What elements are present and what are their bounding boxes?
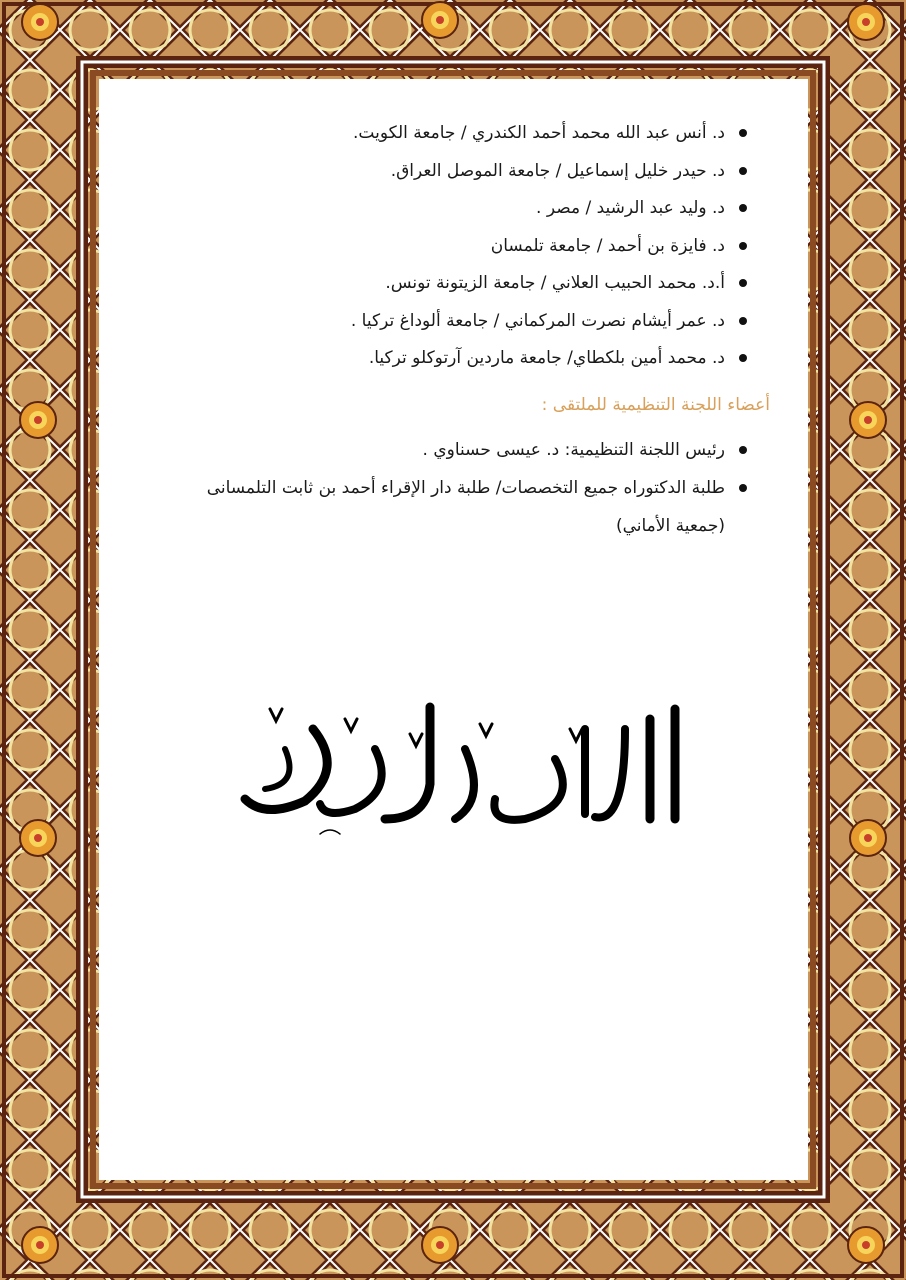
bullet-icon: [739, 204, 747, 212]
organizing-item: رئيس اللجنة التنظيمية: د. عيسى حسناوي .: [99, 431, 808, 469]
bullet-icon: [739, 484, 747, 492]
member-item: د. فايزة بن أحمد / جامعة تلمسان: [99, 232, 808, 270]
member-item: د. وليد عبد الرشيد / مصر .: [99, 194, 808, 232]
bullet-icon: [739, 354, 747, 362]
organizing-list: [99, 431, 808, 545]
member-item: د. حيدر خليل إسماعيل / جامعة الموصل العراق.: [99, 157, 808, 195]
content-panel: [99, 79, 808, 1180]
bullet-icon: [739, 279, 747, 287]
organizing-committee-heading: أعضاء اللجنة التنظيمية للملتقى :: [541, 395, 770, 415]
bullet-icon: [739, 242, 747, 250]
calligraphy-artwork: [225, 689, 685, 859]
members-list: [99, 119, 808, 382]
member-item: د. محمد أمين بلكطاي/ جامعة ماردين آرتوكلو تركيا.: [99, 344, 808, 382]
member-item: أ.د. محمد الحبيب العلاني / جامعة الزيتونة تونس.: [99, 269, 808, 307]
bullet-icon: [739, 167, 747, 175]
bullet-icon: [739, 317, 747, 325]
organizing-item: طلبة الدكتوراه جميع التخصصات/ طلبة دار الإقراء أحمد بن ثابت التلمسانی (جمعية الأماني): [99, 469, 808, 545]
member-item: د. أنس عبد الله محمد أحمد الكندري / جامعة الكويت.: [99, 119, 808, 157]
member-item: د. عمر أيشام نصرت المركماني / جامعة ألوداغ تركيا .: [99, 307, 808, 345]
bullet-icon: [739, 446, 747, 454]
bullet-icon: [739, 129, 747, 137]
